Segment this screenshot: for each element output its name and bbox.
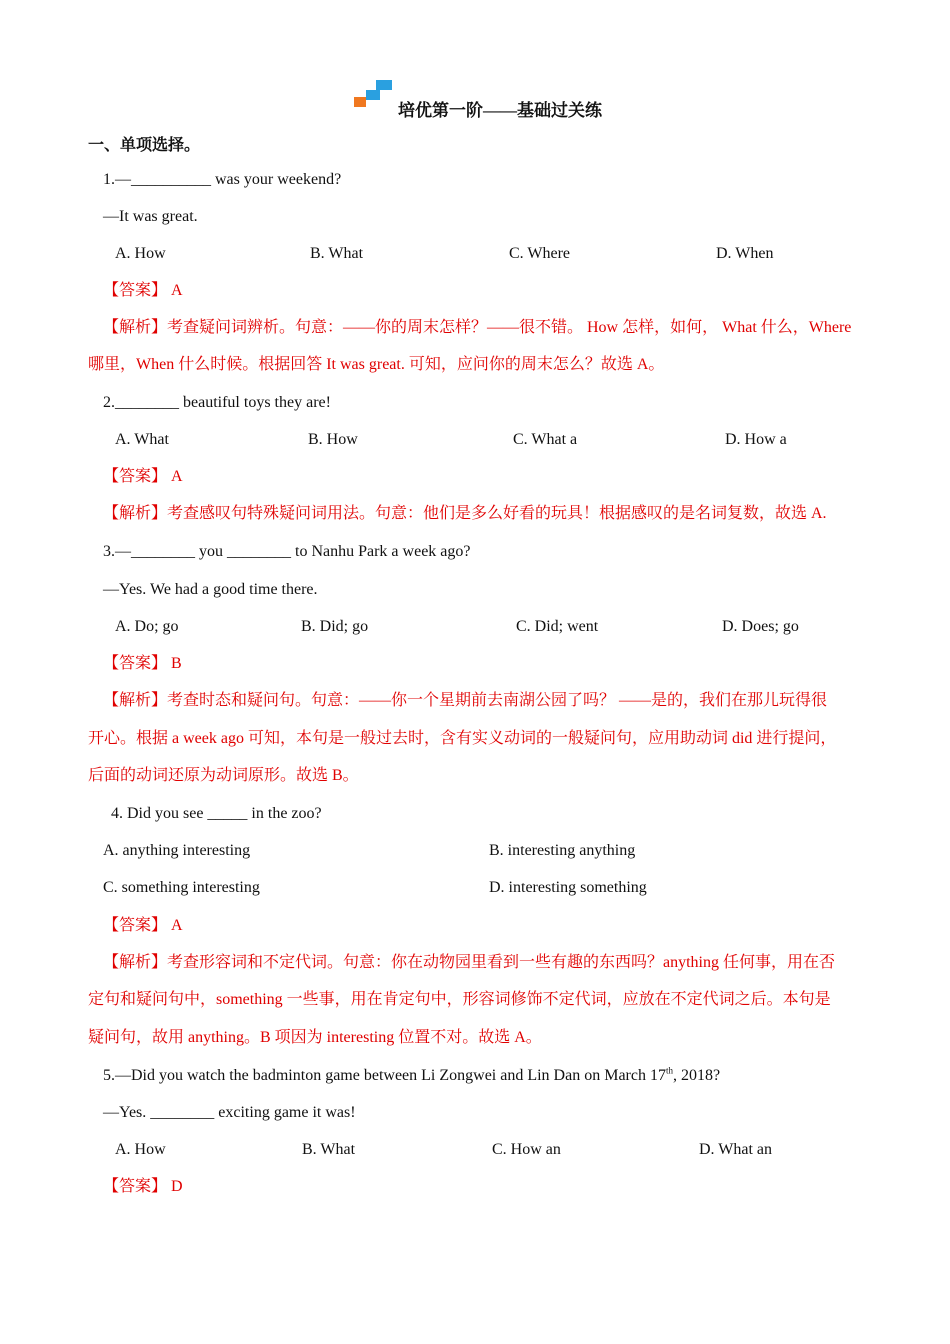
question-1-option-b: B. What [310, 245, 364, 262]
question-4-option-a: A. anything interesting [103, 842, 251, 859]
question-1-stem: 1.—__________ was your weekend? [103, 171, 342, 188]
question-5-stem-tail: , 2018? [672, 1067, 721, 1084]
question-2-option-d: D. How a [725, 431, 787, 448]
question-2-option-a: A. What [115, 431, 169, 448]
question-4-answer: 【答案】 A [103, 917, 183, 934]
question-5-stem-superscript: th [665, 1065, 673, 1076]
question-5-answer: 【答案】 D [103, 1178, 183, 1195]
question-2-analysis-line-1: 【解析】考查感叹句特殊疑问词用法。句意：他们是多么好看的玩具！根据感叹的是名词复数，故选 A. [103, 505, 827, 522]
question-3-option-c: C. Did; went [516, 618, 599, 635]
question-1-answer: 【答案】 A [103, 282, 183, 299]
question-4-analysis-line-1: 【解析】考查形容词和不定代词。句意：你在动物园里看到一些有趣的东西吗？anything 任何事，用在否 [103, 954, 835, 971]
question-1-reply: —It was great. [103, 208, 198, 225]
question-3-option-a: A. Do; go [115, 618, 179, 635]
question-5-stem-text: 5.—Did you watch the badminton game between Li Zongwei and Lin Dan on March 17 [103, 1067, 666, 1084]
header-logo-icon [354, 80, 394, 110]
question-5-option-a: A. How [115, 1141, 166, 1158]
question-3-answer: 【答案】 B [103, 655, 182, 672]
question-1-analysis-line-1: 【解析】考查疑问词辨析。句意：——你的周末怎样？——很不错。 How 怎样，如何， What 什么，Where [103, 319, 852, 336]
question-1-option-a: A. How [115, 245, 166, 262]
question-3-reply: —Yes. We had a good time there. [103, 581, 318, 598]
question-5-option-c: C. How an [492, 1141, 561, 1158]
question-5-reply: —Yes. ________ exciting game it was! [103, 1104, 356, 1121]
question-5-stem [103, 1066, 720, 1086]
question-3-analysis-line-3: 后面的动词还原为动词原形。故选 B。 [88, 767, 359, 784]
section-title: 一、单项选择。 [88, 137, 201, 154]
question-4-option-c: C. something interesting [103, 879, 260, 896]
question-3-option-d: D. Does; go [722, 618, 799, 635]
question-3-analysis-line-1: 【解析】考查时态和疑问句。句意：——你一个星期前去南湖公园了吗？ ——是的，我们在那儿玩得很 [103, 692, 828, 709]
question-3-option-b: B. Did; go [301, 618, 369, 635]
question-2-option-c: C. What a [513, 431, 578, 448]
page-title: 培优第一阶——基础过关练 [398, 101, 602, 120]
question-4-stem: 4. Did you see _____ in the zoo? [111, 805, 322, 822]
question-3-stem: 3.—________ you ________ to Nanhu Park a week ago? [103, 543, 471, 560]
question-1-analysis-line-2: 哪里，When 什么时候。根据回答 It was great. 可知，应问你的周末怎么？故选 A。 [88, 356, 665, 373]
question-5-option-b: B. What [302, 1141, 356, 1158]
question-5-option-d: D. What an [699, 1141, 773, 1158]
question-1-option-d: D. When [716, 245, 774, 262]
question-4-option-b: B. interesting anything [489, 842, 636, 859]
question-4-analysis-line-3: 疑问句，故用 anything。B 项因为 interesting 位置不对。故选 A。 [88, 1029, 542, 1046]
question-3-analysis-line-2: 开心。根据 a week ago 可知，本句是一般过去时，含有实义动词的一般疑问句，应用助动词 did 进行提问， [88, 730, 837, 747]
question-2-stem: 2.________ beautiful toys they are! [103, 394, 331, 411]
question-1-option-c: C. Where [509, 245, 571, 262]
question-2-answer: 【答案】 A [103, 468, 183, 485]
question-4-option-d: D. interesting something [489, 879, 647, 896]
question-4-analysis-line-2: 定句和疑问句中，something 一些事，用在肯定句中，形容词修饰不定代词，应放在不定代词之后。本句是 [88, 991, 831, 1008]
question-2-option-b: B. How [308, 431, 358, 448]
